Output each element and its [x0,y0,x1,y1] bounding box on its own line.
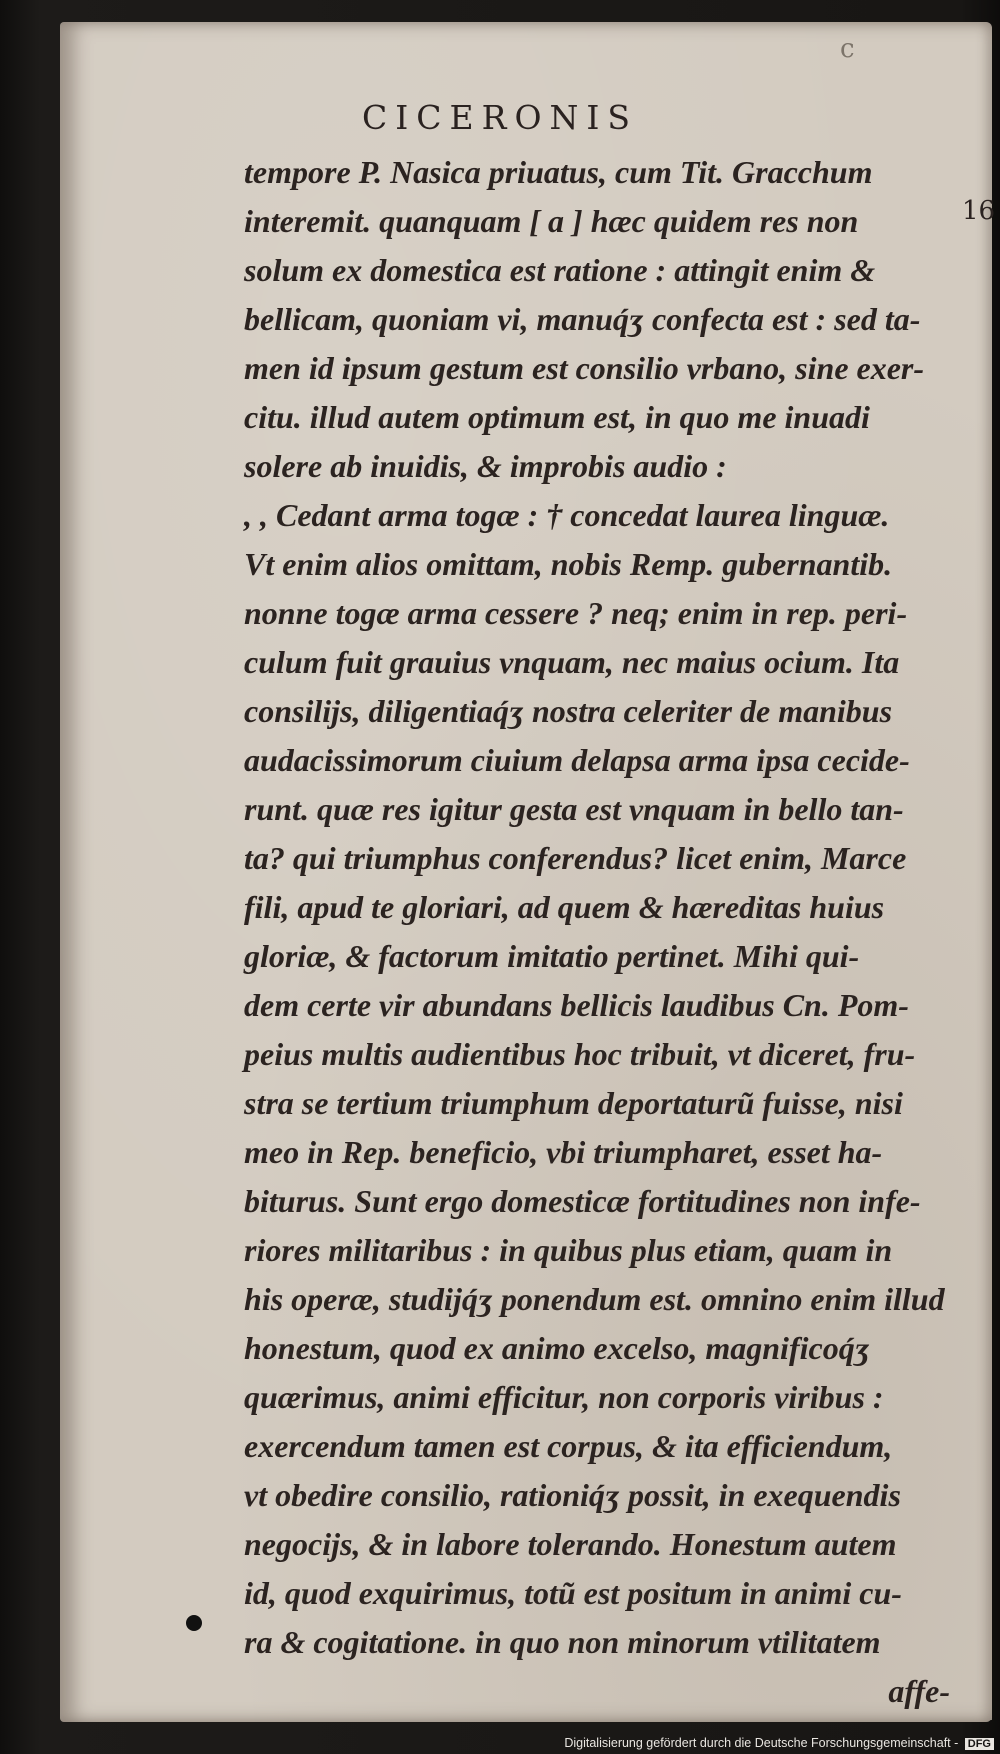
text-line: solum ex domestica est ratione : attingit enim & [244,252,876,288]
text-line: ta? qui triumphus conferendus? licet enim, Marce [244,840,907,876]
text-line: men id ipsum gestum est consilio vrbano, sine exer- [244,350,925,386]
text-line: gloriæ, & factorum imitatio pertinet. Mihi qui- [244,938,860,974]
margin-number: 16 [962,196,996,226]
text-line: , , Cedant arma togæ : † concedat laurea linguæ. [244,497,890,533]
credit-text: Digitalisierung gefördert durch die Deutsche Forschungsgemeinschaft - [564,1736,959,1750]
text-line: culum fuit grauius vnquam, nec maius ocium. Ita [244,644,900,680]
text-line: exercendum tamen est corpus, & ita efficiendum, [244,1428,893,1464]
text-line: stra se tertium triumphum deportaturũ fuisse, nisi [244,1085,903,1121]
text-line: riores militaribus : in quibus plus etiam, quam in [244,1232,893,1268]
text-line: fili, apud te gloriari, ad quem & hæreditas huius [244,889,885,925]
text-line: citu. illud autem optimum est, in quo me inuadi [244,399,870,435]
text-line: id, quod exquirimus, totũ est positum in animi cu- [244,1575,902,1611]
text-line: audacissimorum ciuium delapsa arma ipsa cecide- [244,742,910,778]
text-line: solere ab inuidis, & improbis audio : [244,448,727,484]
text-line: dem certe vir abundans bellicis laudibus Cn. Pom- [244,987,909,1023]
body-text [244,148,950,1716]
text-line: interemit. quanquam [ a ] hæc quidem res non [244,203,859,239]
digitization-credit [564,1736,994,1750]
text-line: quærimus, animi efficitur, non corporis viribus : [244,1379,884,1415]
running-head: CICERONIS [361,98,639,137]
catchword: affe- [888,1673,950,1709]
ink-dot [186,1615,202,1631]
text-line: Vt enim alios omittam, nobis Remp. gubernantib. [244,546,893,582]
dfg-logo-icon: DFG [965,1738,994,1750]
text-line: bellicam, quoniam vi, manuq́ʒ confecta est : sed ta- [244,301,921,337]
text-line: honestum, quod ex animo excelso, magnificoq́ʒ [244,1330,870,1366]
text-line: peius multis audientibus hoc tribuit, vt diceret, fru- [244,1036,916,1072]
text-line: meo in Rep. beneficio, vbi triumpharet, esset ha- [244,1134,883,1170]
text-line: biturus. Sunt ergo domesticæ fortitudines non infe- [244,1183,921,1219]
text-line: nonne togæ arma cessere ? neq; enim in rep. peri- [244,595,908,631]
text-line: vt obedire consilio, rationiq́ʒ possit, in exequendis [244,1477,901,1513]
text-line: ra & cogitatione. in quo non minorum vtilitatem [244,1624,881,1660]
text-line: tempore P. Nasica priuatus, cum Tit. Gracchum [244,154,873,190]
text-line: runt. quæ res igitur gesta est vnquam in bello tan- [244,791,904,827]
text-line: consilijs, diligentiaq́ʒ nostra celeriter de manibus [244,693,893,729]
text-line: his operæ, studijq́ʒ ponendum est. omnino enim illud [244,1281,945,1317]
text-line: negocijs, & in labore tolerando. Honestum autem [244,1526,897,1562]
corner-mark: c [840,34,855,64]
